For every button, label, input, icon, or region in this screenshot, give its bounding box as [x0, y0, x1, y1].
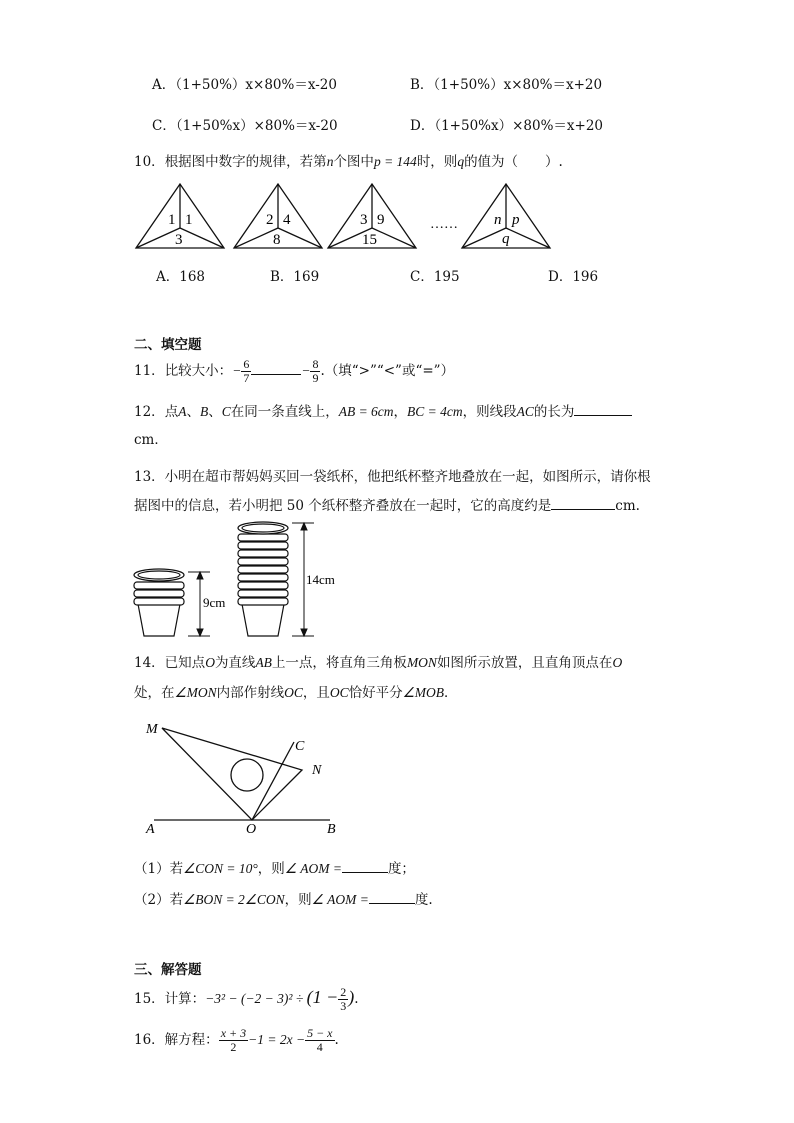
tri2-bottom: 8: [273, 232, 281, 248]
ellipsis: ……: [430, 217, 458, 232]
q10-stem: 10．根据图中数字的规律，若第n个图中p = 144时，则q的值为（ ）.: [134, 154, 563, 170]
q16: 16．解方程： $\frac{x + 3}{2}$ −1 = 2x − $\frac{5 - x}{4}$ .: [134, 1026, 339, 1054]
q10-option-c: C．195: [410, 269, 460, 285]
tri3-bottom: 15: [362, 232, 377, 248]
ray-oc: [252, 742, 294, 820]
q12-line2: cm．: [134, 432, 168, 448]
q14-line2: 处，在∠MON内部作射线OC，且OC恰好平分∠MOB．: [134, 685, 458, 701]
tri2-left: 2: [266, 212, 274, 228]
q11: 11．比较大小：− $\frac{6}{7}$ − $\frac{8}{9}$ .（填“>”“<”或“=”）: [134, 357, 455, 385]
label-n: N: [312, 763, 322, 778]
q13-line2: 据图中的信息，若小明把 50 个纸杯整齐叠放在一起时，它的高度约是 cm.: [134, 498, 640, 514]
q14-part1: （1）若∠CON = 10°，则∠ AOM = 度；: [134, 861, 415, 877]
q14-part2: （2）若∠BON = 2∠CON，则∠ AOM = 度.: [134, 892, 433, 908]
q11-answer-blank: [251, 374, 301, 375]
q10-option-d: D．196: [548, 269, 599, 285]
q15: 15．计算：−3² − (−2 − 3)² ÷ (1 − $\frac{2}{3}$ ).: [134, 985, 359, 1013]
q13-line1: 13．小明在超市帮妈妈买回一袋纸杯，他把纸杯整齐地叠放在一起，如图所示，请你根: [134, 469, 651, 485]
cup-stack-large: [238, 522, 288, 636]
q14-part1-blank: [342, 872, 388, 873]
q12-answer-blank: [574, 415, 632, 416]
tri2-right: 4: [283, 212, 291, 228]
q16-fraction-1: $\frac{x + 3}{2}$: [220, 1026, 247, 1054]
q9-option-a: A．（1+50%）x×80%＝x-20: [152, 77, 337, 93]
q9-option-d: D．（1+50%x）×80%＝x+20: [410, 118, 604, 134]
triangle-hole: [231, 759, 263, 791]
q11-fraction-2: $\frac{8}{9}$: [312, 357, 319, 385]
tri3-right: 9: [377, 212, 385, 228]
tri4-right: p: [512, 212, 520, 228]
q11-fraction-1: $\frac{6}{7}$: [243, 357, 250, 385]
tri4-bottom: q: [502, 231, 510, 247]
q14-part2-blank: [369, 903, 415, 904]
q14-geometry-figure: [140, 716, 360, 838]
tri1-right: 1: [185, 212, 193, 228]
q10-option-a: A．168: [156, 269, 206, 285]
height-label-9cm: 9cm: [203, 595, 226, 610]
label-b: B: [327, 822, 336, 837]
q13-cup-figure: [128, 518, 368, 644]
tri1-left: 1: [168, 212, 176, 228]
section-heading-solve: 三、解答题: [134, 962, 202, 978]
label-a: A: [146, 822, 155, 837]
q9-option-c: C．（1+50%x）×80%＝x-20: [152, 118, 338, 134]
q12-line1: 12．点A、B、C在同一条直线上，AB = 6cm，BC = 4cm，则线段AC的长为: [134, 400, 632, 420]
q10-triangle-figures: [128, 180, 568, 255]
tri1-bottom: 3: [175, 232, 183, 248]
height-label-14cm: 14cm: [306, 572, 335, 587]
section-heading-fill-blank: 二、填空题: [134, 337, 202, 353]
cup-stack-small: [134, 569, 184, 636]
tri3-left: 3: [360, 212, 368, 228]
q14-line1: 14．已知点O为直线AB上一点，将直角三角板MON如图所示放置，且直角顶点在O: [134, 655, 623, 671]
label-o: O: [246, 822, 257, 837]
label-m: M: [146, 722, 158, 737]
q15-fraction: $\frac{2}{3}$: [340, 985, 347, 1013]
triangle-mon: [162, 728, 302, 820]
q13-answer-blank: [551, 509, 615, 510]
tri4-left: n: [494, 212, 502, 228]
q9-option-b: B．（1+50%）x×80%＝x+20: [410, 77, 603, 93]
label-c: C: [295, 739, 305, 754]
q10-option-b: B．169: [270, 269, 320, 285]
q16-fraction-2: $\frac{5 - x}{4}$: [307, 1026, 333, 1054]
